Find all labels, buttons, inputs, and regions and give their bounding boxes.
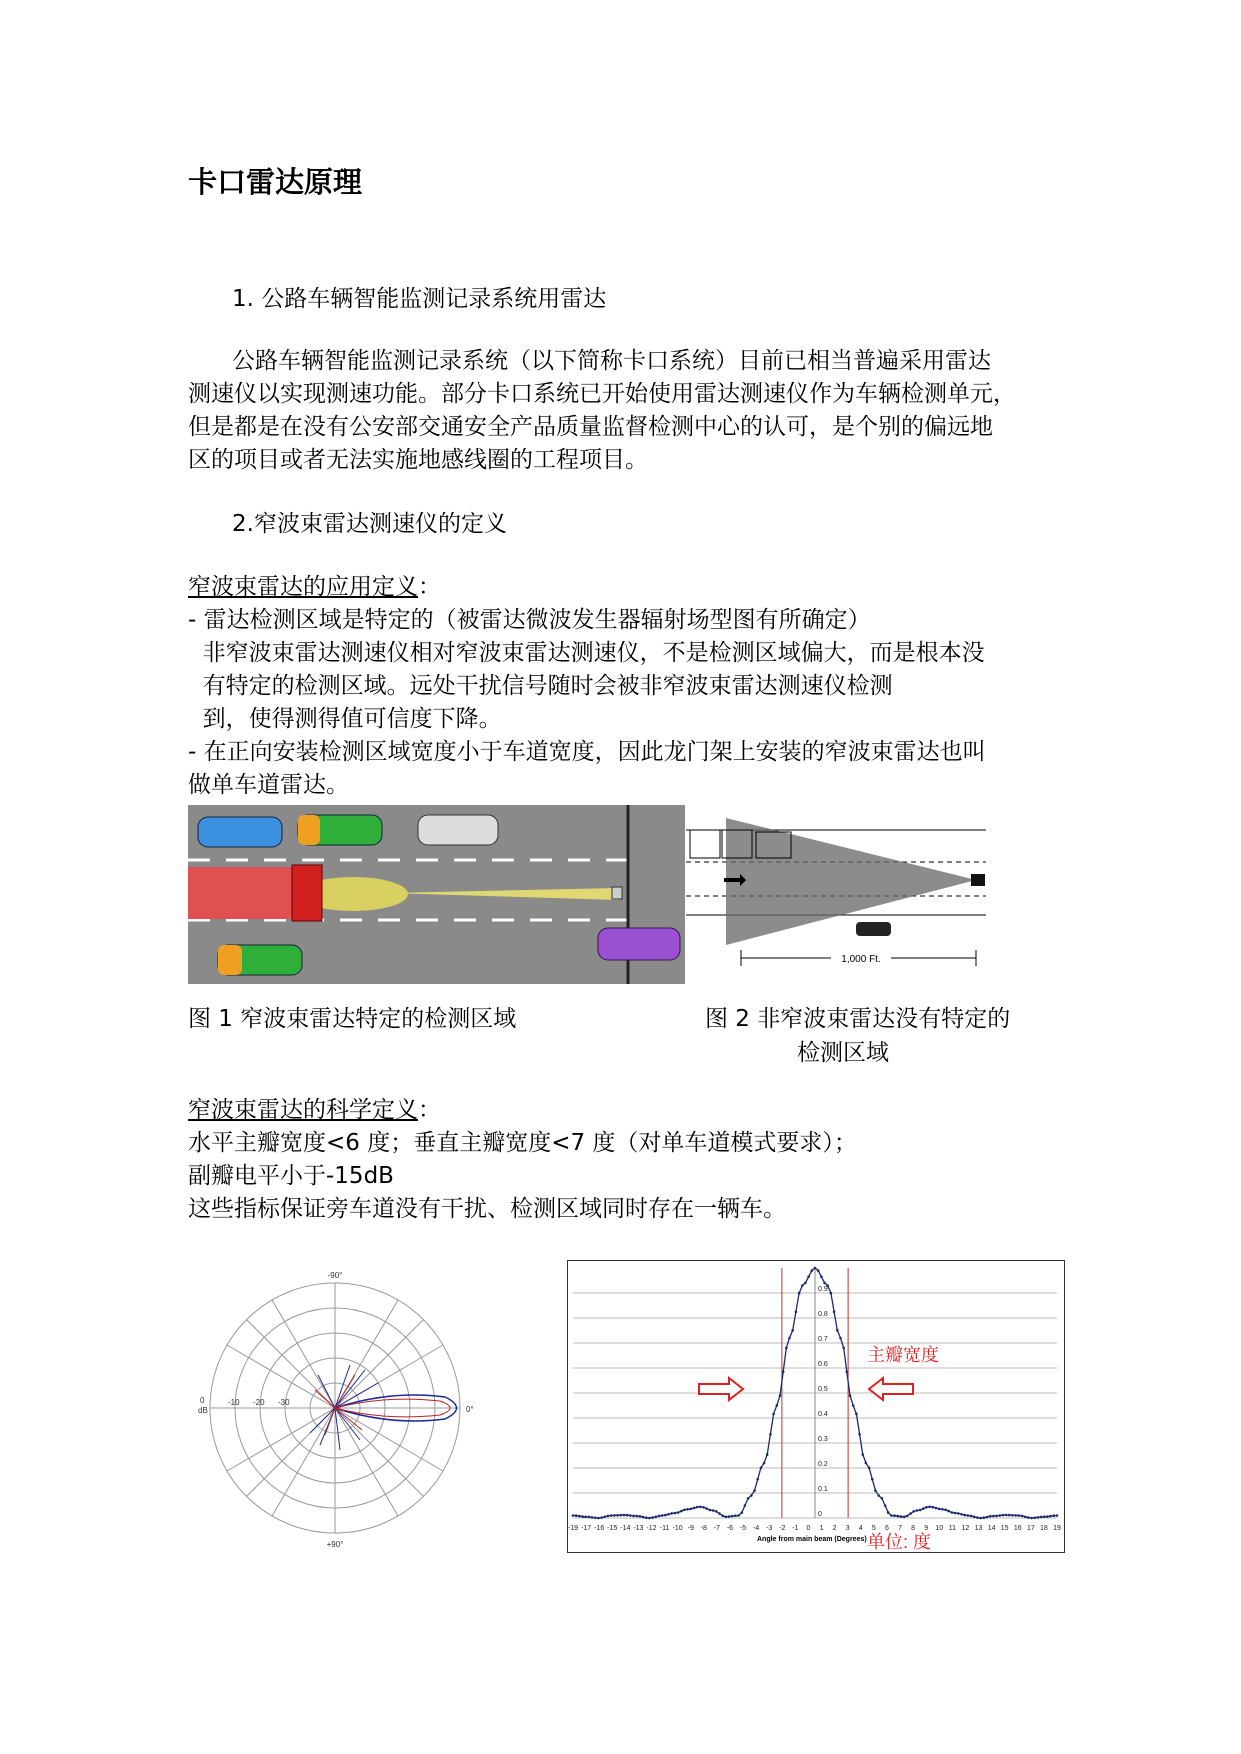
data-point [693, 1507, 696, 1510]
data-point [877, 1494, 880, 1497]
data-point [670, 1512, 673, 1515]
data-point [645, 1516, 648, 1519]
y-tick-label: 0.8 [818, 1311, 828, 1318]
data-point [753, 1489, 756, 1492]
data-point [655, 1516, 658, 1519]
y-tick-label: 0.5 [818, 1386, 828, 1393]
data-point [976, 1516, 979, 1519]
data-point [626, 1514, 629, 1517]
sci-def-colon: ： [418, 1097, 441, 1123]
data-point [629, 1514, 632, 1517]
data-point [906, 1515, 909, 1518]
x-tick-label: 6 [884, 1525, 889, 1532]
data-point [648, 1517, 651, 1520]
data-point [951, 1511, 954, 1514]
def-line: - 在正向安装检测区域宽度小于车道宽度，因此龙门架上安装的窄波束雷达也叫 [188, 739, 986, 765]
data-point [925, 1506, 928, 1509]
data-point [760, 1467, 763, 1470]
data-point [1021, 1515, 1024, 1518]
data-point [616, 1514, 619, 1517]
data-point [983, 1516, 986, 1519]
x-tick-label: -13 [633, 1525, 644, 1532]
data-point [1014, 1514, 1017, 1517]
x-tick-label: -4 [753, 1525, 760, 1532]
def-line: 非窄波束雷达测速仪相对窄波束雷达测速仪，不是检测区域偏大，而是根本没 [188, 640, 985, 666]
def-line: 到，使得测得值可信度下降。 [188, 706, 502, 732]
x-tick-label: 13 [974, 1525, 983, 1532]
y-tick-label: 0.2 [818, 1461, 828, 1468]
data-point [842, 1347, 845, 1350]
data-point [967, 1514, 970, 1517]
data-point [686, 1508, 689, 1511]
data-point [1053, 1514, 1056, 1517]
data-point [677, 1511, 680, 1514]
x-tick-label: -12 [646, 1525, 657, 1532]
data-point [623, 1514, 626, 1517]
data-point [941, 1508, 944, 1511]
data-point [798, 1292, 801, 1295]
x-tick-label: -9 [687, 1525, 694, 1532]
data-point [938, 1508, 941, 1511]
data-point [833, 1310, 836, 1313]
data-point [893, 1514, 896, 1517]
data-point [674, 1512, 677, 1515]
data-point [1002, 1514, 1005, 1517]
data-point [900, 1515, 903, 1518]
x-tick-label: -8 [700, 1525, 707, 1532]
data-point [699, 1506, 702, 1509]
section1-paragraph [188, 345, 1016, 477]
x-tick-label: -2 [779, 1525, 786, 1532]
data-point [1030, 1517, 1033, 1520]
data-point [852, 1404, 855, 1407]
data-point [823, 1282, 826, 1285]
data-point [890, 1514, 893, 1517]
data-point [960, 1513, 963, 1516]
data-point [680, 1510, 683, 1513]
data-point [986, 1516, 989, 1519]
figure-2-caption-line1: 图 2 非窄波束雷达没有特定的 [705, 1006, 1011, 1032]
x-tick-label: -1 [792, 1525, 799, 1532]
def-line: 有特定的检测区域。远处干扰信号随时会被非窄波束雷达测速仪检测 [188, 673, 893, 699]
data-point [728, 1515, 731, 1518]
data-point [776, 1404, 779, 1407]
data-point [747, 1497, 750, 1500]
x-tick-label: -14 [620, 1525, 631, 1532]
data-point [705, 1507, 708, 1510]
data-point [903, 1516, 906, 1519]
polar-right-label: 0° [466, 1405, 474, 1414]
data-point [756, 1478, 759, 1481]
data-point [1037, 1516, 1040, 1519]
data-point [970, 1515, 973, 1518]
data-point [741, 1511, 744, 1514]
beam-pattern-chart [567, 1260, 1065, 1553]
distance-label: 1,000 Ft. [841, 954, 881, 965]
data-point [620, 1514, 623, 1517]
data-point [600, 1516, 603, 1519]
data-point [881, 1497, 884, 1500]
x-tick-label: 12 [961, 1525, 970, 1532]
x-tick-label: -19 [567, 1525, 579, 1532]
data-point [572, 1514, 575, 1517]
y-tick-label: 0.4 [818, 1411, 828, 1418]
section1-heading: 1. 公路车辆智能监测记录系统用雷达 [232, 286, 607, 312]
data-point [651, 1516, 654, 1519]
data-point [718, 1512, 721, 1515]
data-point [957, 1512, 960, 1515]
data-point [731, 1515, 734, 1518]
data-point [944, 1509, 947, 1512]
paragraph-line: 但是都是在没有公安部交通安全产品质量监督检测中心的认可，是个别的偏远地 [188, 414, 993, 440]
unit-annotation: 单位: 度 [867, 1532, 932, 1552]
data-point [846, 1371, 849, 1374]
data-point [604, 1516, 607, 1519]
sci-line: 副瓣电平小于-15dB [188, 1163, 394, 1189]
data-point [734, 1514, 737, 1517]
data-point [1049, 1515, 1052, 1518]
data-point [919, 1509, 922, 1512]
data-point [690, 1508, 693, 1511]
y-tick-label: 0.6 [818, 1361, 828, 1368]
data-point [954, 1512, 957, 1515]
data-point [887, 1511, 890, 1514]
figure-1-road [188, 805, 685, 984]
app-def-title: 窄波束雷达的应用定义 [188, 574, 418, 600]
x-tick-label: 8 [911, 1525, 916, 1532]
section3-body [188, 1094, 857, 1226]
data-point [836, 1329, 839, 1332]
data-point [830, 1292, 833, 1295]
data-point [973, 1516, 976, 1519]
data-point [804, 1282, 807, 1285]
data-point [661, 1514, 664, 1517]
x-tick-label: -5 [739, 1525, 747, 1532]
data-point [591, 1516, 594, 1519]
polar-ring-label: -20 [253, 1398, 265, 1407]
x-tick-label: 14 [987, 1525, 996, 1532]
data-point [912, 1510, 915, 1513]
data-point [639, 1515, 642, 1518]
data-point [979, 1517, 982, 1520]
data-point [989, 1515, 992, 1518]
x-tick-label: 7 [898, 1525, 902, 1532]
paragraph-line: 公路车辆智能监测记录系统（以下简称卡口系统）目前已相当普遍采用雷达 [232, 348, 991, 374]
data-point [995, 1515, 998, 1518]
data-point [597, 1517, 600, 1520]
data-point [782, 1371, 785, 1374]
data-point [766, 1453, 769, 1456]
polar-top-label: -90° [327, 1271, 343, 1280]
y-tick-label: 0.3 [818, 1436, 828, 1443]
polar-plot [190, 1265, 490, 1555]
data-point [664, 1514, 667, 1517]
x-tick-label: -7 [713, 1525, 721, 1532]
data-point [594, 1517, 597, 1520]
data-point [635, 1515, 638, 1518]
data-point [998, 1514, 1001, 1517]
figure-2-wide-beam [686, 810, 986, 982]
data-point [935, 1507, 938, 1510]
data-point [578, 1515, 581, 1518]
data-point [928, 1506, 931, 1509]
data-point [868, 1467, 871, 1470]
data-point [817, 1269, 820, 1272]
data-point [1043, 1516, 1046, 1519]
data-point [849, 1394, 852, 1397]
data-point [884, 1504, 887, 1507]
x-axis-label: Angle from main beam (Degrees) [757, 1536, 867, 1543]
polar-left-label-b: dB [198, 1406, 208, 1415]
def-line: 做单车道雷达。 [188, 772, 349, 798]
data-point [658, 1515, 661, 1518]
page-title: 卡口雷达原理 [188, 165, 363, 199]
data-point [820, 1275, 823, 1278]
x-tick-label: -17 [581, 1525, 592, 1532]
data-point [791, 1329, 794, 1332]
x-tick-label: 9 [924, 1525, 929, 1532]
data-point [1005, 1514, 1008, 1517]
data-point [725, 1516, 728, 1519]
data-point [865, 1462, 868, 1465]
data-point [811, 1269, 814, 1272]
data-point [584, 1516, 587, 1519]
data-point [750, 1494, 753, 1497]
data-point [1027, 1516, 1030, 1519]
polar-ring-label: -10 [228, 1398, 240, 1407]
paragraph-line: 测速仪以实现测速功能。部分卡口系统已开始使用雷达测速仪作为车辆检测单元， [188, 381, 1016, 407]
x-tick-label: 17 [1026, 1525, 1035, 1532]
data-point [715, 1510, 718, 1513]
data-point [607, 1515, 610, 1518]
data-point [1040, 1516, 1043, 1519]
data-point [588, 1516, 591, 1519]
data-point [916, 1509, 919, 1512]
x-tick-label: -11 [659, 1525, 670, 1532]
mainlobe-annotation: 主瓣宽度 [867, 1345, 939, 1365]
x-tick-label: -10 [672, 1525, 683, 1532]
data-point [871, 1478, 874, 1481]
sci-def-title: 窄波束雷达的科学定义 [188, 1097, 418, 1123]
data-point [1018, 1514, 1021, 1517]
x-tick-label: 15 [1000, 1525, 1009, 1532]
x-tick-label: 16 [1013, 1525, 1022, 1532]
data-point [992, 1515, 995, 1518]
data-point [613, 1514, 616, 1517]
data-point [788, 1337, 791, 1340]
x-tick-label: -6 [726, 1525, 734, 1532]
x-tick-label: 18 [1040, 1525, 1048, 1532]
data-point [932, 1506, 935, 1509]
data-point [909, 1512, 912, 1515]
x-tick-label: -15 [607, 1525, 618, 1532]
app-def-colon: ： [418, 574, 441, 600]
data-point [702, 1506, 705, 1509]
data-point [807, 1276, 810, 1279]
data-point [709, 1509, 712, 1512]
data-point [947, 1510, 950, 1513]
data-point [897, 1515, 900, 1518]
data-point [1033, 1517, 1036, 1520]
data-point [683, 1509, 686, 1512]
data-point [801, 1284, 804, 1287]
figure-1-caption: 图 1 窄波束雷达特定的检测区域 [188, 1006, 517, 1032]
polar-ring-label: -30 [278, 1398, 290, 1407]
sci-line: 这些指标保证旁车道没有干扰、检测区域同时存在一辆车。 [188, 1196, 786, 1222]
data-point [785, 1347, 788, 1350]
data-point [862, 1453, 865, 1456]
data-point [632, 1515, 635, 1518]
paragraph-line: 区的项目或者无法实施地感线圈的工程项目。 [188, 447, 648, 473]
data-point [858, 1433, 861, 1436]
y-tick-label: 0 [818, 1511, 822, 1518]
data-point [1046, 1515, 1049, 1518]
x-tick-label: 0 [806, 1525, 811, 1532]
data-point [737, 1514, 740, 1517]
data-point [712, 1509, 715, 1512]
data-point [667, 1513, 670, 1516]
data-point [839, 1337, 842, 1340]
data-point [575, 1514, 578, 1517]
data-point [772, 1413, 775, 1416]
x-tick-label: 4 [858, 1525, 863, 1532]
data-point [1008, 1514, 1011, 1517]
y-tick-label: 0.9 [818, 1286, 828, 1293]
data-point [721, 1515, 724, 1518]
data-point [1056, 1514, 1059, 1517]
figure-2-caption-line2: 检测区域 [797, 1040, 889, 1066]
data-point [795, 1311, 798, 1314]
def-line: - 雷达检测区域是特定的（被雷达微波发生器辐射场型图有所确定） [188, 607, 871, 633]
polar-bottom-label: +90° [326, 1540, 344, 1549]
section2-heading: 2.窄波束雷达测速仪的定义 [232, 511, 507, 537]
data-point [922, 1507, 925, 1510]
data-point [963, 1514, 966, 1517]
y-tick-label: 0.1 [818, 1486, 828, 1493]
x-tick-label: -16 [594, 1525, 605, 1532]
x-tick-label: 2 [832, 1525, 837, 1532]
data-point [1024, 1516, 1027, 1519]
x-tick-label: 10 [935, 1525, 944, 1532]
data-point [744, 1504, 747, 1507]
data-point [763, 1462, 766, 1465]
x-tick-label: 1 [819, 1525, 824, 1532]
y-tick-label: 0.7 [818, 1336, 828, 1343]
x-tick-label: 19 [1053, 1525, 1061, 1532]
data-point [769, 1433, 772, 1436]
x-tick-label: 11 [948, 1525, 956, 1532]
data-point [1011, 1514, 1014, 1517]
data-point [814, 1267, 817, 1270]
data-point [581, 1515, 584, 1518]
data-point [874, 1489, 877, 1492]
sci-line: 水平主瓣宽度<6 度；垂直主瓣宽度<7 度（对单车道模式要求）； [188, 1130, 857, 1156]
section2-body [188, 571, 986, 802]
x-tick-label: -3 [766, 1525, 773, 1532]
data-point [855, 1413, 858, 1416]
data-point [696, 1506, 699, 1509]
data-point [610, 1514, 613, 1517]
data-point [642, 1516, 645, 1519]
polar-left-label-a: 0 [200, 1396, 205, 1405]
data-point [779, 1394, 782, 1397]
x-tick-label: 5 [871, 1525, 876, 1532]
x-tick-label: 3 [845, 1525, 850, 1532]
